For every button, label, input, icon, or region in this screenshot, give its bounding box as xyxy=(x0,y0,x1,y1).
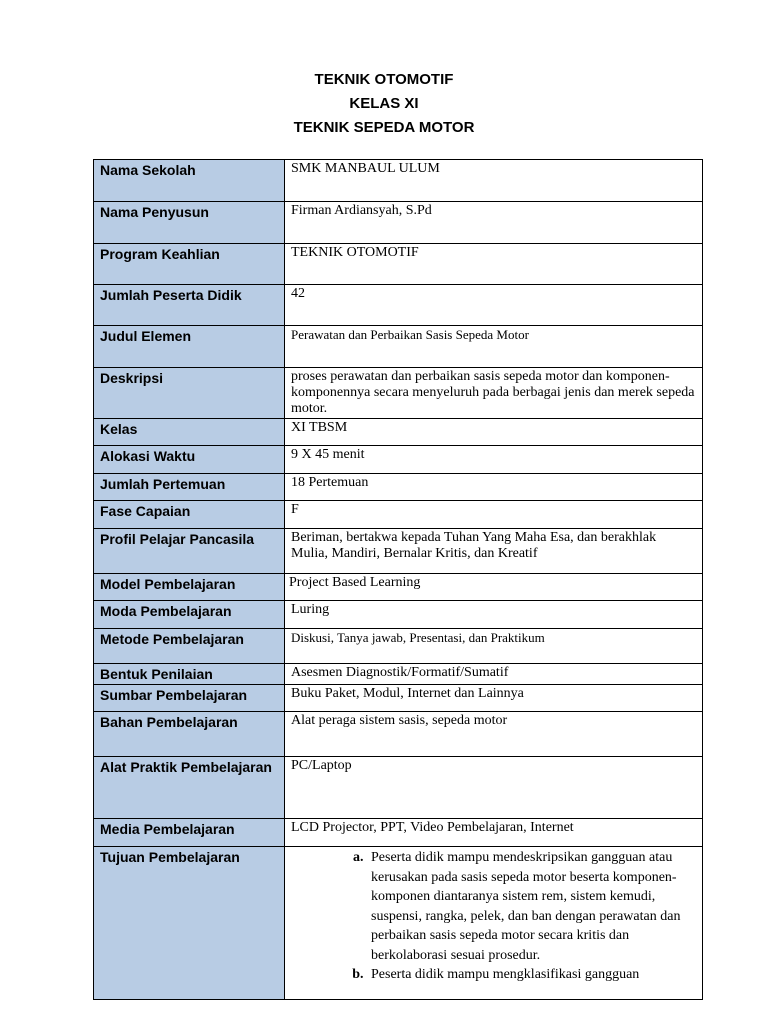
label-moda-pembelajaran: Moda Pembelajaran xyxy=(94,601,285,629)
title-program: TEKNIK OTOMOTIF xyxy=(314,71,454,88)
label-bentuk-penilaian: Bentuk Penilaian xyxy=(94,664,285,685)
title-major: TEKNIK SEPEDA MOTOR xyxy=(293,119,475,136)
info-table xyxy=(93,159,703,1000)
label-tujuan-pembelajaran: Tujuan Pembelajaran xyxy=(94,847,285,1000)
value-jumlah-peserta: 42 xyxy=(285,285,703,326)
label-alat-praktik: Alat Praktik Pembelajaran xyxy=(94,757,285,819)
row-nama-penyusun xyxy=(94,202,703,244)
document-title xyxy=(0,68,768,140)
row-fase-capaian xyxy=(94,501,703,529)
row-sumber-pembelajaran xyxy=(94,685,703,712)
value-nama-sekolah: SMK MANBAUL ULUM xyxy=(285,160,703,202)
row-program-keahlian xyxy=(94,244,703,285)
row-judul-elemen xyxy=(94,326,703,368)
row-alokasi-waktu xyxy=(94,446,703,474)
label-metode-pembelajaran: Metode Pembelajaran xyxy=(94,629,285,664)
row-media-pembelajaran xyxy=(94,819,703,847)
row-nama-sekolah xyxy=(94,160,703,202)
row-tujuan-pembelajaran xyxy=(94,847,703,1000)
label-sumber-pembelajaran: Sumbar Pembelajaran xyxy=(94,685,285,712)
label-alokasi-waktu: Alokasi Waktu xyxy=(94,446,285,474)
value-metode-pembelajaran: Diskusi, Tanya jawab, Presentasi, dan Praktikum xyxy=(285,629,703,664)
label-model-pembelajaran: Model Pembelajaran xyxy=(94,574,285,601)
label-jumlah-pertemuan: Jumlah Pertemuan xyxy=(94,474,285,501)
value-sumber-pembelajaran: Buku Paket, Modul, Internet dan Lainnya xyxy=(285,685,703,712)
value-jumlah-pertemuan: 18 Pertemuan xyxy=(285,474,703,501)
row-metode-pembelajaran xyxy=(94,629,703,664)
title-class: KELAS XI xyxy=(349,95,419,112)
value-media-pembelajaran: LCD Projector, PPT, Video Pembelajaran, Internet xyxy=(285,819,703,847)
row-model-pembelajaran xyxy=(94,574,703,601)
value-judul-elemen: Perawatan dan Perbaikan Sasis Sepeda Motor xyxy=(285,326,703,368)
value-alat-praktik: PC/Laptop xyxy=(285,757,703,819)
row-profil-pelajar xyxy=(94,529,703,574)
goal-item: b. Peserta didik mampu mengklasifikasi gangguan xyxy=(367,965,696,985)
goal-item: a. Peserta didik mampu mendeskripsikan gangguan atau kerusakan pada sasis sepeda motor beserta komponen-komponen diantaranya sistem rem, sistem kemudi, suspensi, rangka, pelek, dan ban dengan perawatan dan perbaikan sasis sepeda motor secara kritis dan berkolaborasi sesuai prosedur. xyxy=(367,848,696,965)
value-alokasi-waktu: 9 X 45 menit xyxy=(285,446,703,474)
value-tujuan-pembelajaran xyxy=(285,847,703,1000)
label-profil-pelajar: Profil Pelajar Pancasila xyxy=(94,529,285,574)
row-moda-pembelajaran xyxy=(94,601,703,629)
value-bentuk-penilaian: Asesmen Diagnostik/Formatif/Sumatif xyxy=(285,664,703,685)
label-fase-capaian: Fase Capaian xyxy=(94,501,285,529)
row-kelas xyxy=(94,419,703,446)
value-deskripsi: proses perawatan dan perbaikan sasis sepeda motor dan komponen-komponennya secara menyeluruh pada berbagai jenis dan merek sepeda motor. xyxy=(285,368,703,419)
value-profil-pelajar: Beriman, bertakwa kepada Tuhan Yang Maha Esa, dan berakhlak Mulia, Mandiri, Bernalar Kritis, dan Kreatif xyxy=(285,529,703,574)
label-program-keahlian: Program Keahlian xyxy=(94,244,285,285)
label-kelas: Kelas xyxy=(94,419,285,446)
value-fase-capaian: F xyxy=(285,501,703,529)
label-nama-penyusun: Nama Penyusun xyxy=(94,202,285,244)
row-bentuk-penilaian xyxy=(94,664,703,685)
row-deskripsi xyxy=(94,368,703,419)
row-jumlah-peserta xyxy=(94,285,703,326)
label-deskripsi: Deskripsi xyxy=(94,368,285,419)
label-judul-elemen: Judul Elemen xyxy=(94,326,285,368)
row-bahan-pembelajaran xyxy=(94,712,703,757)
value-bahan-pembelajaran: Alat peraga sistem sasis, sepeda motor xyxy=(285,712,703,757)
label-jumlah-peserta: Jumlah Peserta Didik xyxy=(94,285,285,326)
value-nama-penyusun: Firman Ardiansyah, S.Pd xyxy=(285,202,703,244)
value-program-keahlian: TEKNIK OTOMOTIF xyxy=(285,244,703,285)
value-moda-pembelajaran: Luring xyxy=(285,601,703,629)
label-nama-sekolah: Nama Sekolah xyxy=(94,160,285,202)
row-jumlah-pertemuan xyxy=(94,474,703,501)
goals-list xyxy=(291,848,696,985)
label-media-pembelajaran: Media Pembelajaran xyxy=(94,819,285,847)
label-bahan-pembelajaran: Bahan Pembelajaran xyxy=(94,712,285,757)
value-model-pembelajaran: Project Based Learning xyxy=(285,574,703,601)
value-kelas: XI TBSM xyxy=(285,419,703,446)
row-alat-praktik xyxy=(94,757,703,819)
